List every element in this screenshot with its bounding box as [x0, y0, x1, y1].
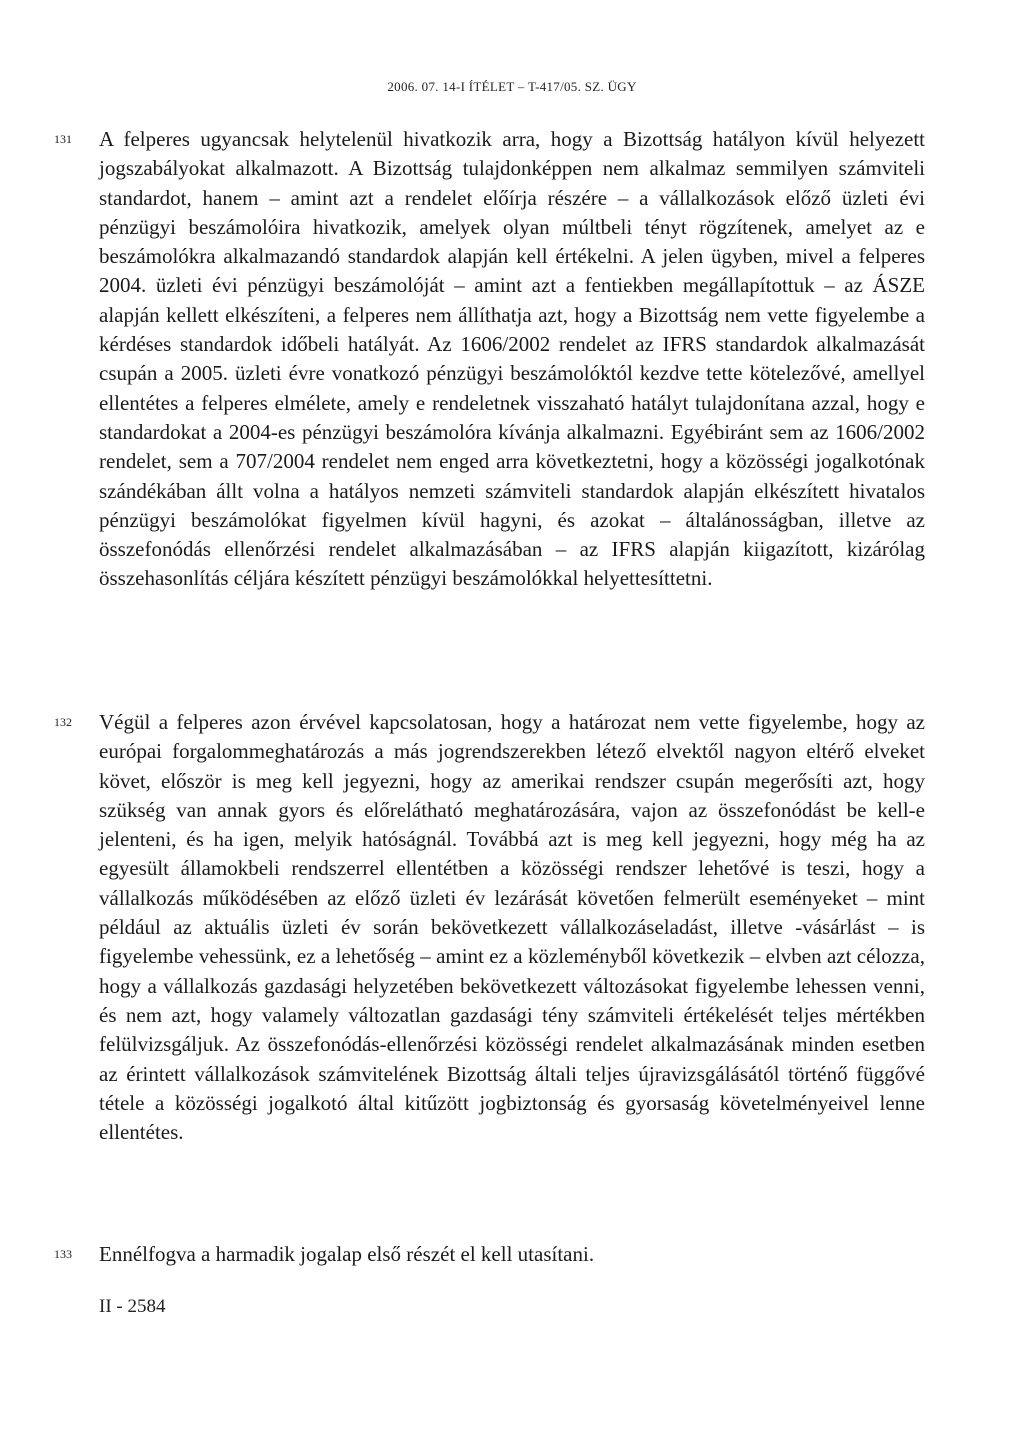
paragraph-text: A felperes ugyancsak helytelenül hivatkozik arra, hogy a Bizottság hatályon kívül helyezett jogszabályokat alkalmazott. A Bizottság tulajdonképpen nem alkalmaz semmilyen számviteli standardot, hanem – amint azt a rendelet előírja részére – a vállalkozások előző üzleti évi pénzügyi beszámolóira hivatkozik, amelyek olyan múltbeli tényt rögzítenek, amelyet az e beszámolókra alkalmazandó standardok alapján kell értékelni. A jelen ügyben, mivel a felperes 2004. üzleti évi pénzügyi beszámolóját – amint azt a fentiekben megállapítottuk – az ÁSZE alapján kellett elkészíteni, a felperes nem állíthatja azt, hogy a Bizottság nem vette figyelembe a kérdéses standardok időbeli hatályát. Az 1606/2002 rendelet az IFRS standardok alkalmazását csupán a 2005. üzleti évre vonatkozó pénzügyi beszámolóktól kezdve tette kötelezővé, amellyel ellentétes a felperes elmélete, amely e rendeletnek visszaható hatályt tulajdonítana azzal, hogy e standardokat a 2004-es pénzügyi beszámolóra kívánja alkalmazni. Egyébiránt sem az 1606/2002 rendelet, sem a 707/2004 rendelet nem enged arra következtetni, hogy a közösségi jogalkotónak szándékában állt volna a hatályos nemzeti számviteli standardok alapján elkészített hivatalos pénzügyi beszámolókat figyelmen kívül hagyni, és azokat – általánosságban, illetve az összefonódás ellenőrzési rendelet alkalmazásában – az IFRS alapján kiigazított, kizárólag összehasonlítás céljára készített pénzügyi beszámolókkal helyettesíttetni.: [99, 127, 925, 591]
paragraph-number: 133: [54, 1247, 72, 1261]
paragraph-132: [54, 708, 925, 1147]
page-number: II - 2584: [99, 1296, 166, 1317]
paragraph-text: Ennélfogva a harmadik jogalap első részét el kell utasítani.: [99, 1242, 595, 1266]
paragraph-133: [54, 1240, 925, 1269]
paragraph-number: 132: [54, 715, 72, 729]
paragraph-131: [54, 125, 925, 594]
paragraph-text: Végül a felperes azon érvével kapcsolatosan, hogy a határozat nem vette figyelembe, hogy az európai forgalommeghatározás a más jogrendszerekben létező elvektől nagyon eltérő elveket követ, először is meg kell jegyezni, hogy az amerikai rendszer csupán megerősíti azt, hogy szükség van annak gyors és előrelátható meghatározására, vajon az összefonódást be kell-e jelenteni, és ha igen, melyik hatóságnál. Továbbá azt is meg kell jegyezni, hogy még ha az egyesült államokbeli rendszerrel ellentétben a közösségi rendszer lehetővé is teszi, hogy a vállalkozás működésében az előző üzleti év lezárását követően felmerült eseményeket – mint például az aktuális üzleti év során bekövetkezett vállalkozáseladást, illetve -vásárlást – is figyelembe vehessünk, ez a lehetőség – amint ez a közleményből következik – elvben azt célozza, hogy a vállalkozás gazdasági helyzetében bekövetkezett változásokat figyelembe lehessen venni, és nem azt, hogy valamely változatlan gazdasági tény számviteli értékelését teljes mértékben felülvizsgáljuk. Az összefonódás-ellenőrzési közösségi rendelet alkalmazásának minden esetben az érintett vállalkozások számvitelének Bizottság általi teljes újravizsgálásától történő függővé tétele a közösségi jogalkotó által kitűzött jogbiztonság és gyorsaság követelményeivel lenne ellentétes.: [99, 710, 925, 1145]
page-header: 2006. 07. 14-I ÍTÉLET – T-417/05. SZ. ÜGY: [387, 79, 637, 94]
paragraph-number: 131: [54, 132, 72, 146]
